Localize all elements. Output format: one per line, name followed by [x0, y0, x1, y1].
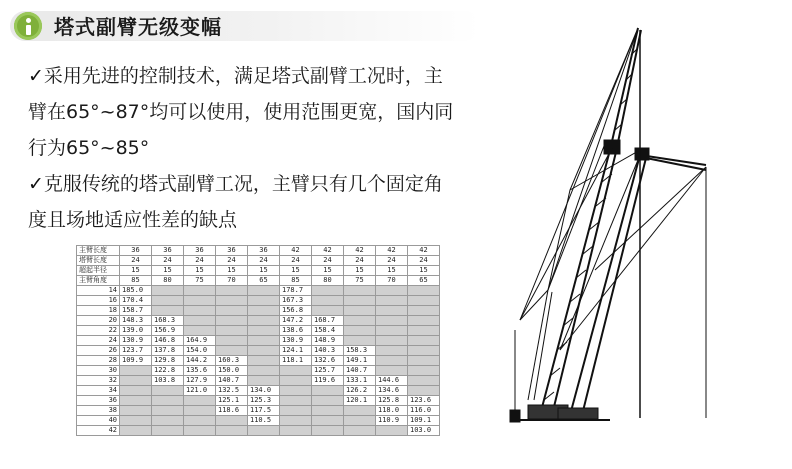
- table-cell: 137.8: [152, 346, 184, 356]
- table-row: [77, 336, 440, 346]
- table-cell: [408, 356, 440, 366]
- table-header-row: [77, 276, 440, 286]
- table-cell: [248, 286, 280, 296]
- table-header-cell: 15: [216, 266, 248, 276]
- bullet-text-line: 行为65°~85°: [28, 137, 150, 159]
- table-cell: 110.5: [248, 416, 280, 426]
- table-cell: [248, 326, 280, 336]
- table-cell: [120, 426, 152, 436]
- radius-cell: 26: [77, 346, 120, 356]
- table-cell: [312, 296, 344, 306]
- radius-cell: 28: [77, 356, 120, 366]
- table-cell: [408, 366, 440, 376]
- table-cell: 123.7: [120, 346, 152, 356]
- table-cell: [152, 406, 184, 416]
- table-header-cell: 42: [344, 246, 376, 256]
- table-cell: [408, 286, 440, 296]
- table-cell: 140.7: [344, 366, 376, 376]
- table-header-cell: 15: [376, 266, 408, 276]
- table-row: [77, 316, 440, 326]
- table-header-cell: 24: [344, 256, 376, 266]
- table-cell: [312, 286, 344, 296]
- table-cell: [344, 426, 376, 436]
- table-cell: 185.0: [120, 286, 152, 296]
- table-header-label: 主臂角度: [77, 276, 120, 286]
- bullet-text-line: 臂在65°~87°均可以使用，使用范围更宽，国内同: [28, 101, 454, 123]
- table-cell: 167.3: [280, 296, 312, 306]
- table-row: [77, 346, 440, 356]
- table-cell: 149.1: [344, 356, 376, 366]
- radius-cell: 18: [77, 306, 120, 316]
- radius-cell: 40: [77, 416, 120, 426]
- table-row: [77, 406, 440, 416]
- table-header-label: 超起半径: [77, 266, 120, 276]
- table-cell: 103.0: [408, 426, 440, 436]
- table-cell: [152, 416, 184, 426]
- table-cell: 118.0: [376, 406, 408, 416]
- table-cell: [120, 376, 152, 386]
- table-cell: 125.7: [312, 366, 344, 376]
- table-cell: [216, 346, 248, 356]
- table-cell: [312, 426, 344, 436]
- table-cell: [184, 286, 216, 296]
- table-cell: [344, 406, 376, 416]
- table-cell: 156.8: [280, 306, 312, 316]
- table-header-cell: 75: [184, 276, 216, 286]
- table-cell: [216, 296, 248, 306]
- table-cell: 109.1: [408, 416, 440, 426]
- table-cell: 123.6: [408, 396, 440, 406]
- table-cell: [248, 336, 280, 346]
- table-cell: [376, 366, 408, 376]
- table-header-cell: 36: [184, 246, 216, 256]
- table-cell: [344, 306, 376, 316]
- table-cell: [248, 376, 280, 386]
- table-cell: 134.0: [248, 386, 280, 396]
- table-cell: [344, 316, 376, 326]
- bullet-text-line: 度且场地适应性差的缺点: [28, 209, 238, 231]
- table-cell: [344, 416, 376, 426]
- table-cell: [312, 406, 344, 416]
- table-cell: 124.1: [280, 346, 312, 356]
- table-header-cell: 24: [216, 256, 248, 266]
- table-header-cell: 36: [216, 246, 248, 256]
- table-row: [77, 396, 440, 406]
- table-cell: 126.2: [344, 386, 376, 396]
- table-cell: [152, 286, 184, 296]
- table-cell: [312, 386, 344, 396]
- table-cell: 127.9: [184, 376, 216, 386]
- table-cell: 135.6: [184, 366, 216, 376]
- table-header-cell: 24: [120, 256, 152, 266]
- table-cell: [376, 306, 408, 316]
- load-chart-table-wrap: [76, 245, 440, 436]
- table-cell: [152, 426, 184, 436]
- table-cell: [184, 416, 216, 426]
- table-cell: 160.3: [216, 356, 248, 366]
- radius-cell: 16: [77, 296, 120, 306]
- table-cell: 156.9: [152, 326, 184, 336]
- table-header-row: [77, 246, 440, 256]
- table-header-cell: 80: [152, 276, 184, 286]
- table-cell: [312, 306, 344, 316]
- table-cell: [376, 426, 408, 436]
- table-row: [77, 386, 440, 396]
- radius-cell: 32: [77, 376, 120, 386]
- table-cell: 117.5: [248, 406, 280, 416]
- table-cell: [216, 286, 248, 296]
- table-cell: [376, 356, 408, 366]
- info-icon: [14, 12, 42, 40]
- table-header-cell: 36: [120, 246, 152, 256]
- table-cell: 118.1: [280, 356, 312, 366]
- table-cell: [408, 376, 440, 386]
- table-cell: 130.9: [120, 336, 152, 346]
- table-cell: [248, 296, 280, 306]
- table-cell: 118.6: [216, 406, 248, 416]
- table-cell: [152, 306, 184, 316]
- table-cell: [216, 316, 248, 326]
- table-cell: [216, 306, 248, 316]
- table-row: [77, 366, 440, 376]
- table-row: [77, 306, 440, 316]
- table-cell: 132.6: [312, 356, 344, 366]
- table-header-cell: 70: [216, 276, 248, 286]
- table-cell: [152, 296, 184, 306]
- table-cell: [248, 306, 280, 316]
- table-cell: 138.6: [280, 326, 312, 336]
- table-cell: [248, 366, 280, 376]
- table-cell: [408, 316, 440, 326]
- radius-cell: 34: [77, 386, 120, 396]
- table-header-cell: 36: [152, 246, 184, 256]
- radius-cell: 42: [77, 426, 120, 436]
- table-header-cell: 36: [248, 246, 280, 256]
- table-row: [77, 376, 440, 386]
- table-cell: [344, 286, 376, 296]
- table-header-cell: 24: [376, 256, 408, 266]
- table-cell: 120.1: [344, 396, 376, 406]
- table-cell: 132.5: [216, 386, 248, 396]
- page-title: 塔式副臂无级变幅: [54, 15, 222, 39]
- table-cell: 154.0: [184, 346, 216, 356]
- table-header-cell: 70: [376, 276, 408, 286]
- table-cell: 119.6: [312, 376, 344, 386]
- table-header-cell: 42: [408, 246, 440, 256]
- table-cell: 109.9: [120, 356, 152, 366]
- table-cell: [312, 396, 344, 406]
- table-cell: 130.9: [280, 336, 312, 346]
- table-cell: [376, 346, 408, 356]
- load-chart-table: [76, 245, 440, 436]
- table-cell: [184, 296, 216, 306]
- table-header-cell: 15: [248, 266, 280, 276]
- table-cell: [280, 396, 312, 406]
- table-cell: 129.8: [152, 356, 184, 366]
- table-header-cell: 24: [312, 256, 344, 266]
- table-cell: [408, 306, 440, 316]
- table-cell: [280, 406, 312, 416]
- table-header-cell: 42: [280, 246, 312, 256]
- table-cell: [216, 336, 248, 346]
- bullet-item: [28, 166, 488, 238]
- table-row: [77, 426, 440, 436]
- table-header-cell: 42: [312, 246, 344, 256]
- table-header-cell: 85: [120, 276, 152, 286]
- table-cell: [248, 426, 280, 436]
- table-cell: [248, 316, 280, 326]
- table-row: [77, 286, 440, 296]
- table-header-cell: 15: [312, 266, 344, 276]
- table-header-cell: 85: [280, 276, 312, 286]
- radius-cell: 30: [77, 366, 120, 376]
- radius-cell: 24: [77, 336, 120, 346]
- bullet-text-line: 采用先进的控制技术，满足塔式副臂工况时，主: [43, 65, 443, 87]
- table-header-cell: 65: [248, 276, 280, 286]
- table-cell: 170.4: [120, 296, 152, 306]
- table-cell: [408, 386, 440, 396]
- table-cell: 148.9: [312, 336, 344, 346]
- table-cell: 110.9: [376, 416, 408, 426]
- table-cell: [312, 416, 344, 426]
- table-cell: [248, 356, 280, 366]
- table-cell: 164.9: [184, 336, 216, 346]
- table-cell: 168.3: [152, 316, 184, 326]
- table-cell: 146.8: [152, 336, 184, 346]
- radius-cell: 14: [77, 286, 120, 296]
- table-cell: [408, 296, 440, 306]
- table-cell: [184, 306, 216, 316]
- table-cell: 140.7: [216, 376, 248, 386]
- table-cell: [344, 326, 376, 336]
- table-header-label: 主臂长度: [77, 246, 120, 256]
- table-header-cell: 15: [280, 266, 312, 276]
- table-cell: [184, 316, 216, 326]
- table-cell: 134.6: [376, 386, 408, 396]
- table-cell: 125.1: [216, 396, 248, 406]
- table-cell: [280, 376, 312, 386]
- table-cell: 144.2: [184, 356, 216, 366]
- table-row: [77, 416, 440, 426]
- table-cell: [184, 396, 216, 406]
- table-cell: [216, 326, 248, 336]
- table-cell: [408, 336, 440, 346]
- table-cell: [280, 426, 312, 436]
- table-header-cell: 24: [280, 256, 312, 266]
- table-cell: 168.7: [312, 316, 344, 326]
- table-cell: 150.0: [216, 366, 248, 376]
- table-cell: [184, 406, 216, 416]
- table-cell: 125.8: [376, 396, 408, 406]
- table-row: [77, 296, 440, 306]
- table-cell: [344, 336, 376, 346]
- table-cell: [120, 406, 152, 416]
- table-cell: [248, 346, 280, 356]
- table-cell: [152, 396, 184, 406]
- table-cell: 116.0: [408, 406, 440, 416]
- table-cell: 139.0: [120, 326, 152, 336]
- table-cell: [280, 386, 312, 396]
- radius-cell: 20: [77, 316, 120, 326]
- table-cell: [216, 416, 248, 426]
- radius-cell: 38: [77, 406, 120, 416]
- table-cell: 158.4: [312, 326, 344, 336]
- table-header-cell: 15: [152, 266, 184, 276]
- table-cell: 144.6: [376, 376, 408, 386]
- table-header-row: [77, 256, 440, 266]
- table-cell: 103.8: [152, 376, 184, 386]
- table-cell: 121.0: [184, 386, 216, 396]
- table-header-cell: 15: [408, 266, 440, 276]
- slide-header: [10, 8, 480, 44]
- bullet-item: [28, 58, 488, 166]
- table-header-label: 塔臂长度: [77, 256, 120, 266]
- table-cell: [152, 386, 184, 396]
- table-cell: [280, 416, 312, 426]
- table-header-cell: 24: [248, 256, 280, 266]
- table-cell: 140.3: [312, 346, 344, 356]
- table-cell: [120, 416, 152, 426]
- table-cell: 148.3: [120, 316, 152, 326]
- table-cell: [184, 426, 216, 436]
- bullet-list: [28, 58, 488, 238]
- table-cell: [408, 326, 440, 336]
- radius-cell: 36: [77, 396, 120, 406]
- table-cell: 133.1: [344, 376, 376, 386]
- table-cell: [216, 426, 248, 436]
- table-cell: [376, 316, 408, 326]
- table-row: [77, 326, 440, 336]
- table-header-cell: 24: [184, 256, 216, 266]
- table-cell: 147.2: [280, 316, 312, 326]
- table-cell: 122.8: [152, 366, 184, 376]
- bullet-text-line: 克服传统的塔式副臂工况，主臂只有几个固定角: [43, 173, 443, 195]
- table-row: [77, 356, 440, 366]
- table-cell: [344, 296, 376, 306]
- table-header-cell: 80: [312, 276, 344, 286]
- table-header-cell: 42: [376, 246, 408, 256]
- table-cell: [376, 286, 408, 296]
- table-header-cell: 24: [152, 256, 184, 266]
- table-cell: [376, 336, 408, 346]
- check-icon: ✓: [28, 173, 44, 195]
- table-cell: 158.3: [344, 346, 376, 356]
- check-icon: ✓: [28, 65, 44, 87]
- table-cell: [120, 386, 152, 396]
- table-cell: 178.7: [280, 286, 312, 296]
- table-header-cell: 15: [184, 266, 216, 276]
- table-header-cell: 75: [344, 276, 376, 286]
- table-header-cell: 24: [408, 256, 440, 266]
- table-cell: [280, 366, 312, 376]
- table-cell: [408, 346, 440, 356]
- table-header-cell: 65: [408, 276, 440, 286]
- crawler-crane-illustration: [500, 20, 780, 430]
- table-header-row: [77, 266, 440, 276]
- table-cell: [376, 326, 408, 336]
- table-cell: [376, 296, 408, 306]
- table-cell: [184, 326, 216, 336]
- radius-cell: 22: [77, 326, 120, 336]
- table-cell: [120, 396, 152, 406]
- table-cell: 125.3: [248, 396, 280, 406]
- table-cell: [120, 366, 152, 376]
- table-cell: 158.7: [120, 306, 152, 316]
- table-header-cell: 15: [344, 266, 376, 276]
- table-header-cell: 15: [120, 266, 152, 276]
